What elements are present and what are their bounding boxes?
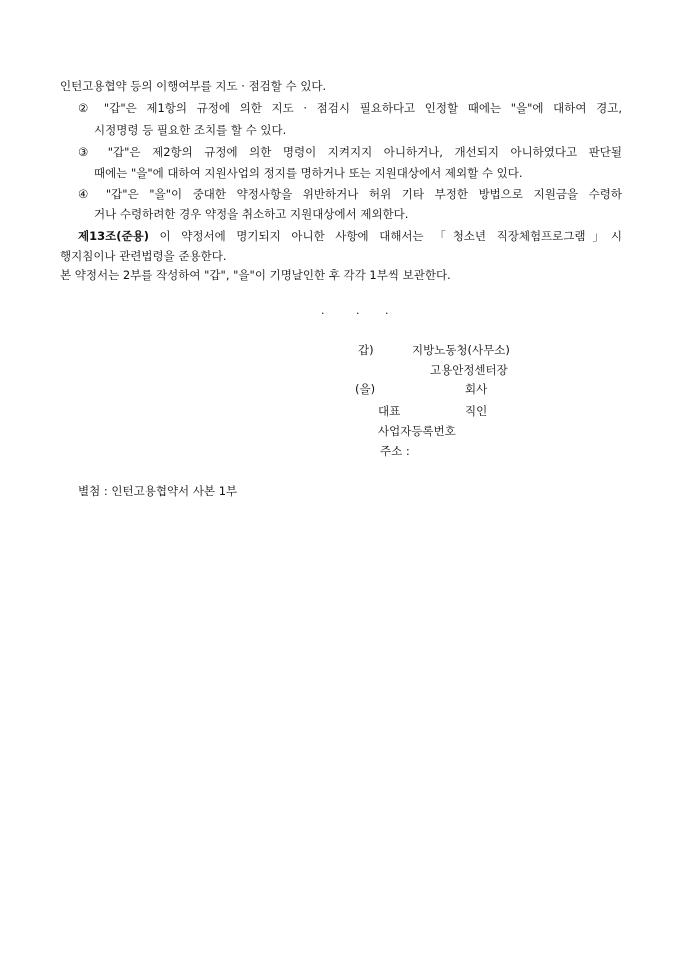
intro-line: 인턴고용협약 등의 이행여부를 지도 · 점검할 수 있다. [60, 79, 327, 93]
party-gap-organization: 지방노동청(사무소) [412, 343, 510, 357]
seal-label: 직인 [465, 404, 488, 418]
representative-label: 대표 [378, 404, 401, 418]
closing-statement: 본 약정서는 2부를 작성하여 "갑", "을"이 기명날인한 후 각각 1부씩 보관한다. [60, 268, 451, 282]
article-13-title: 제13조(준용) [78, 229, 149, 243]
article-13-line-1 [78, 229, 622, 243]
party-gap-title: 고용안정센터장 [430, 363, 508, 377]
article-13-text: 이 약정서에 명기되지 아니한 사항에 대해서는 「청소년 직장체험프로그램」시 [148, 229, 622, 243]
paragraph-2-line-2: 시정명령 등 필요한 조치를 할 수 있다. [94, 123, 287, 137]
date-day-placeholder: . [385, 304, 389, 317]
paragraph-2-line-1: ② "갑"은 제1항의 규정에 의한 지도 · 점검시 필요하다고 인정할 때에는 "을"에 대하여 경고, [78, 101, 622, 115]
party-eul-company: 회사 [465, 382, 488, 396]
address-label: 주소 : [380, 444, 410, 458]
date-month-placeholder: . [356, 304, 360, 317]
business-number-label: 사업자등록번호 [378, 424, 456, 438]
paragraph-4-line-1: ④ "갑"은 "을"이 중대한 약정사항을 위반하거나 허위 기타 부정한 방법으로 지원금을 수령하 [78, 187, 622, 201]
date-year-placeholder: . [321, 304, 325, 317]
paragraph-4-line-2: 거나 수령하려한 경우 약정을 취소하고 지원대상에서 제외한다. [94, 207, 409, 221]
party-gap-label: 갑) [358, 343, 374, 357]
paragraph-3-line-2: 때에는 "을"에 대하여 지원사업의 정지를 명하거나 또는 지원대상에서 제외할 수 있다. [94, 166, 523, 180]
party-eul-label: (을) [355, 382, 376, 396]
paragraph-3-line-1: ③ "갑"은 제2항의 규정에 의한 명령이 지켜지지 아니하거나, 개선되지 아니하였다고 판단될 [78, 145, 622, 159]
article-13-line-2: 행지침이나 관련법령을 준용한다. [60, 249, 227, 263]
attachment-note: 별첨 : 인턴고용협약서 사본 1부 [78, 484, 238, 498]
